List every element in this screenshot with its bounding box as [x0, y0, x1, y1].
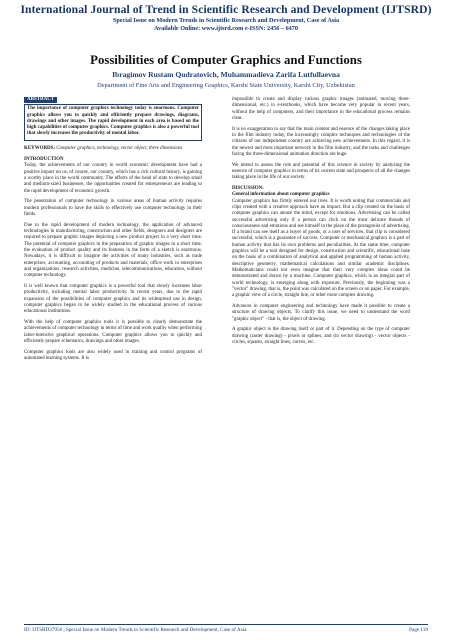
footer-divider: [24, 624, 428, 625]
abstract-box: [24, 104, 202, 140]
page-number: Page 118: [409, 627, 428, 633]
paragraph: The penetration of computer technology in various areas of human activity requires modern professionals to have the skills to effectively use computer technology in their fields.: [24, 199, 202, 217]
paragraph: Advances in computer engineering and technology have made it possible to create a structure of drawing objects. To clarify this issue, we need to understand the word "graphic object" - that is, the object of drawing.: [232, 303, 410, 322]
paragraph: A graphic object is the drawing itself or part of it. Depending on the type of computer drawing (raster drawing) - pixels or splines, and (in vector drawing) - vector objects - circles, squares, straight lines, curves, etc.: [232, 327, 410, 345]
paragraph: We intend to assess the role and potential of this science in society by analyzing the essence of computer graphics in terms of its current state and prospects of all the changes taking place in the life of our society.: [232, 162, 410, 181]
paragraph: Today, the achievements of our country in world economic development have had a positive impact on us, of course, our country, which has a rich cultural history, is gaining a worthy place in the world community. The efforts of the head of state to develop small and medium-sized businesses, the opportunities created for entrepreneurs are leading to the rapid development of economic growth.: [24, 163, 202, 194]
paragraph: With the help of computer graphics tools it is possible to clearly demonstrate the achievements of computer technology in terms of time and work quality when performing labor-intensive graphical operations. Computer graphics allows you to quickly and efficiently prepare schematics, drawings and other images.: [24, 319, 202, 344]
paragraph: Computer graphics has firmly entered our lives. It is worth noting that commercials and clips created with a creative approach have an impact. But a clip created on the basis of computer graphics can amaze the mind, except for emotions. Advertising can be called successful advertising only if a person can click on the most delicate threads of consciousness and emotions and see himself in the place of the protagonist of advertising. If a brand can see itself as a buyer of goods, or a user of services, that clip is considered successful, which is a guarantee of success. Computer or mechanical graphics is a part of human activity that has its own problems and peculiarities. At the same time, computer graphics will be a tool designed for design, construction and scientific, educational base on the basis of a combination of analytical and applied programming of human activity, descriptive geometry, mathematical calculations and similar academic disciplines. Mathematicians could not even imagine that their very complex ideas could be demonstrated and drawn by a machine. Computer graphics, which is an integral part of world technology, is emerging along with exposure. Previously, the beginning was a "vector" drawing, that is, the point was calculated on the screen or on paper. For example, a graphic view of a circle, straight line, or other more complex drawing.: [232, 198, 410, 299]
paragraph: impossible to create and display various graphic images (animated, moving three-dimensional, etc.) in e-textbooks, which have become very popular in recent years, without the help of computers, and their importance in the educational process remains clear.: [232, 97, 410, 121]
paragraph: It is no exaggeration to say that the main content and essence of the changes taking place in the film industry today, the increasingly complex techniques and technologies of the citizens of our independent country are achieving new achievements. In this regard, it is the newest and most important network in the film industry, and the tasks and challenges facing the three-dimensional animation direction are huge.: [232, 126, 410, 157]
keywords-label: KEYWORDS:: [24, 145, 55, 151]
special-issue-line: Special Issue on Modern Trends in Scientific Research and Development, Case of Asia: [112, 17, 340, 24]
discussion-subheading: General information about computer graphics: [232, 192, 330, 198]
left-column: [24, 97, 202, 367]
paper-affiliation: Department of Fine Arts and Engineering Graphics, Karshi State University, Karshi City, Uzbekistan: [97, 82, 355, 89]
right-column: [232, 97, 410, 351]
paragraph: Due to the rapid development of modern technology, the application of advanced technologies in manufacturing, construction and other fields, designers and designers are required to prepare graphic images depicting a new product project in a very short time. The potential of computer graphics in the preparation of graphic images in a short time, the evaluation of product quality and its features in the form of a sketch is enormous. Nowadays, it is difficult to imagine the activities of many industries, such as trade enterprises, accounting, accounting of products and materials, office work in enterprises and organizations, research activities, medicine, telecommunications, education, without computer technology.: [24, 222, 202, 279]
footer-citation: ID: IJTSRD37956 | Special Issue on Modern Trends in Scientific Research and Development, Case of Asia: [24, 627, 247, 633]
paragraph: Computer graphics tools are also widely used in training and control programs of automated learning systems. It is: [24, 349, 202, 361]
paper-authors: Ibragimov Rustam Qudratovich, Muhammadieva Zarifa Lutfullaevna: [112, 70, 340, 79]
abstract-text: The importance of computer graphics technology today is enormous. Computer graphics allows you to quickly and efficiently prepare drawings, diagrams, drawings and other images. The rapid development in each area is based on the high capabilities of computer graphics. Computer graphics is also a powerful tool that slowly increases the productivity of mental labor.: [27, 106, 199, 137]
keywords: [24, 146, 202, 152]
discussion-heading: DISCUSSION:: [232, 186, 264, 192]
journal-title: International Journal of Trend in Scientific Research and Development (IJTSRD): [20, 3, 432, 16]
availability-line: Available Online: www.ijtsrd.com e-ISSN: 2456 – 6470: [154, 25, 298, 32]
paragraph: It is well known that computer graphics is a powerful tool that slowly increases labor productivity, including mental labor productivity. In recent years, due to the rapid expansion of the possibilities of computer graphics and its widespread use in design, computer graphics began to be widely studied in the educational process of various educational institutions.: [24, 283, 202, 315]
keywords-text: Computer graphics, technology, vector object, three dimensions: [55, 145, 183, 151]
abstract-heading: ABSTRACT: [24, 97, 57, 103]
paper-title: Possibilities of Computer Graphics and Functions: [90, 53, 362, 67]
introduction-heading: INTRODUCTION: [24, 157, 64, 163]
